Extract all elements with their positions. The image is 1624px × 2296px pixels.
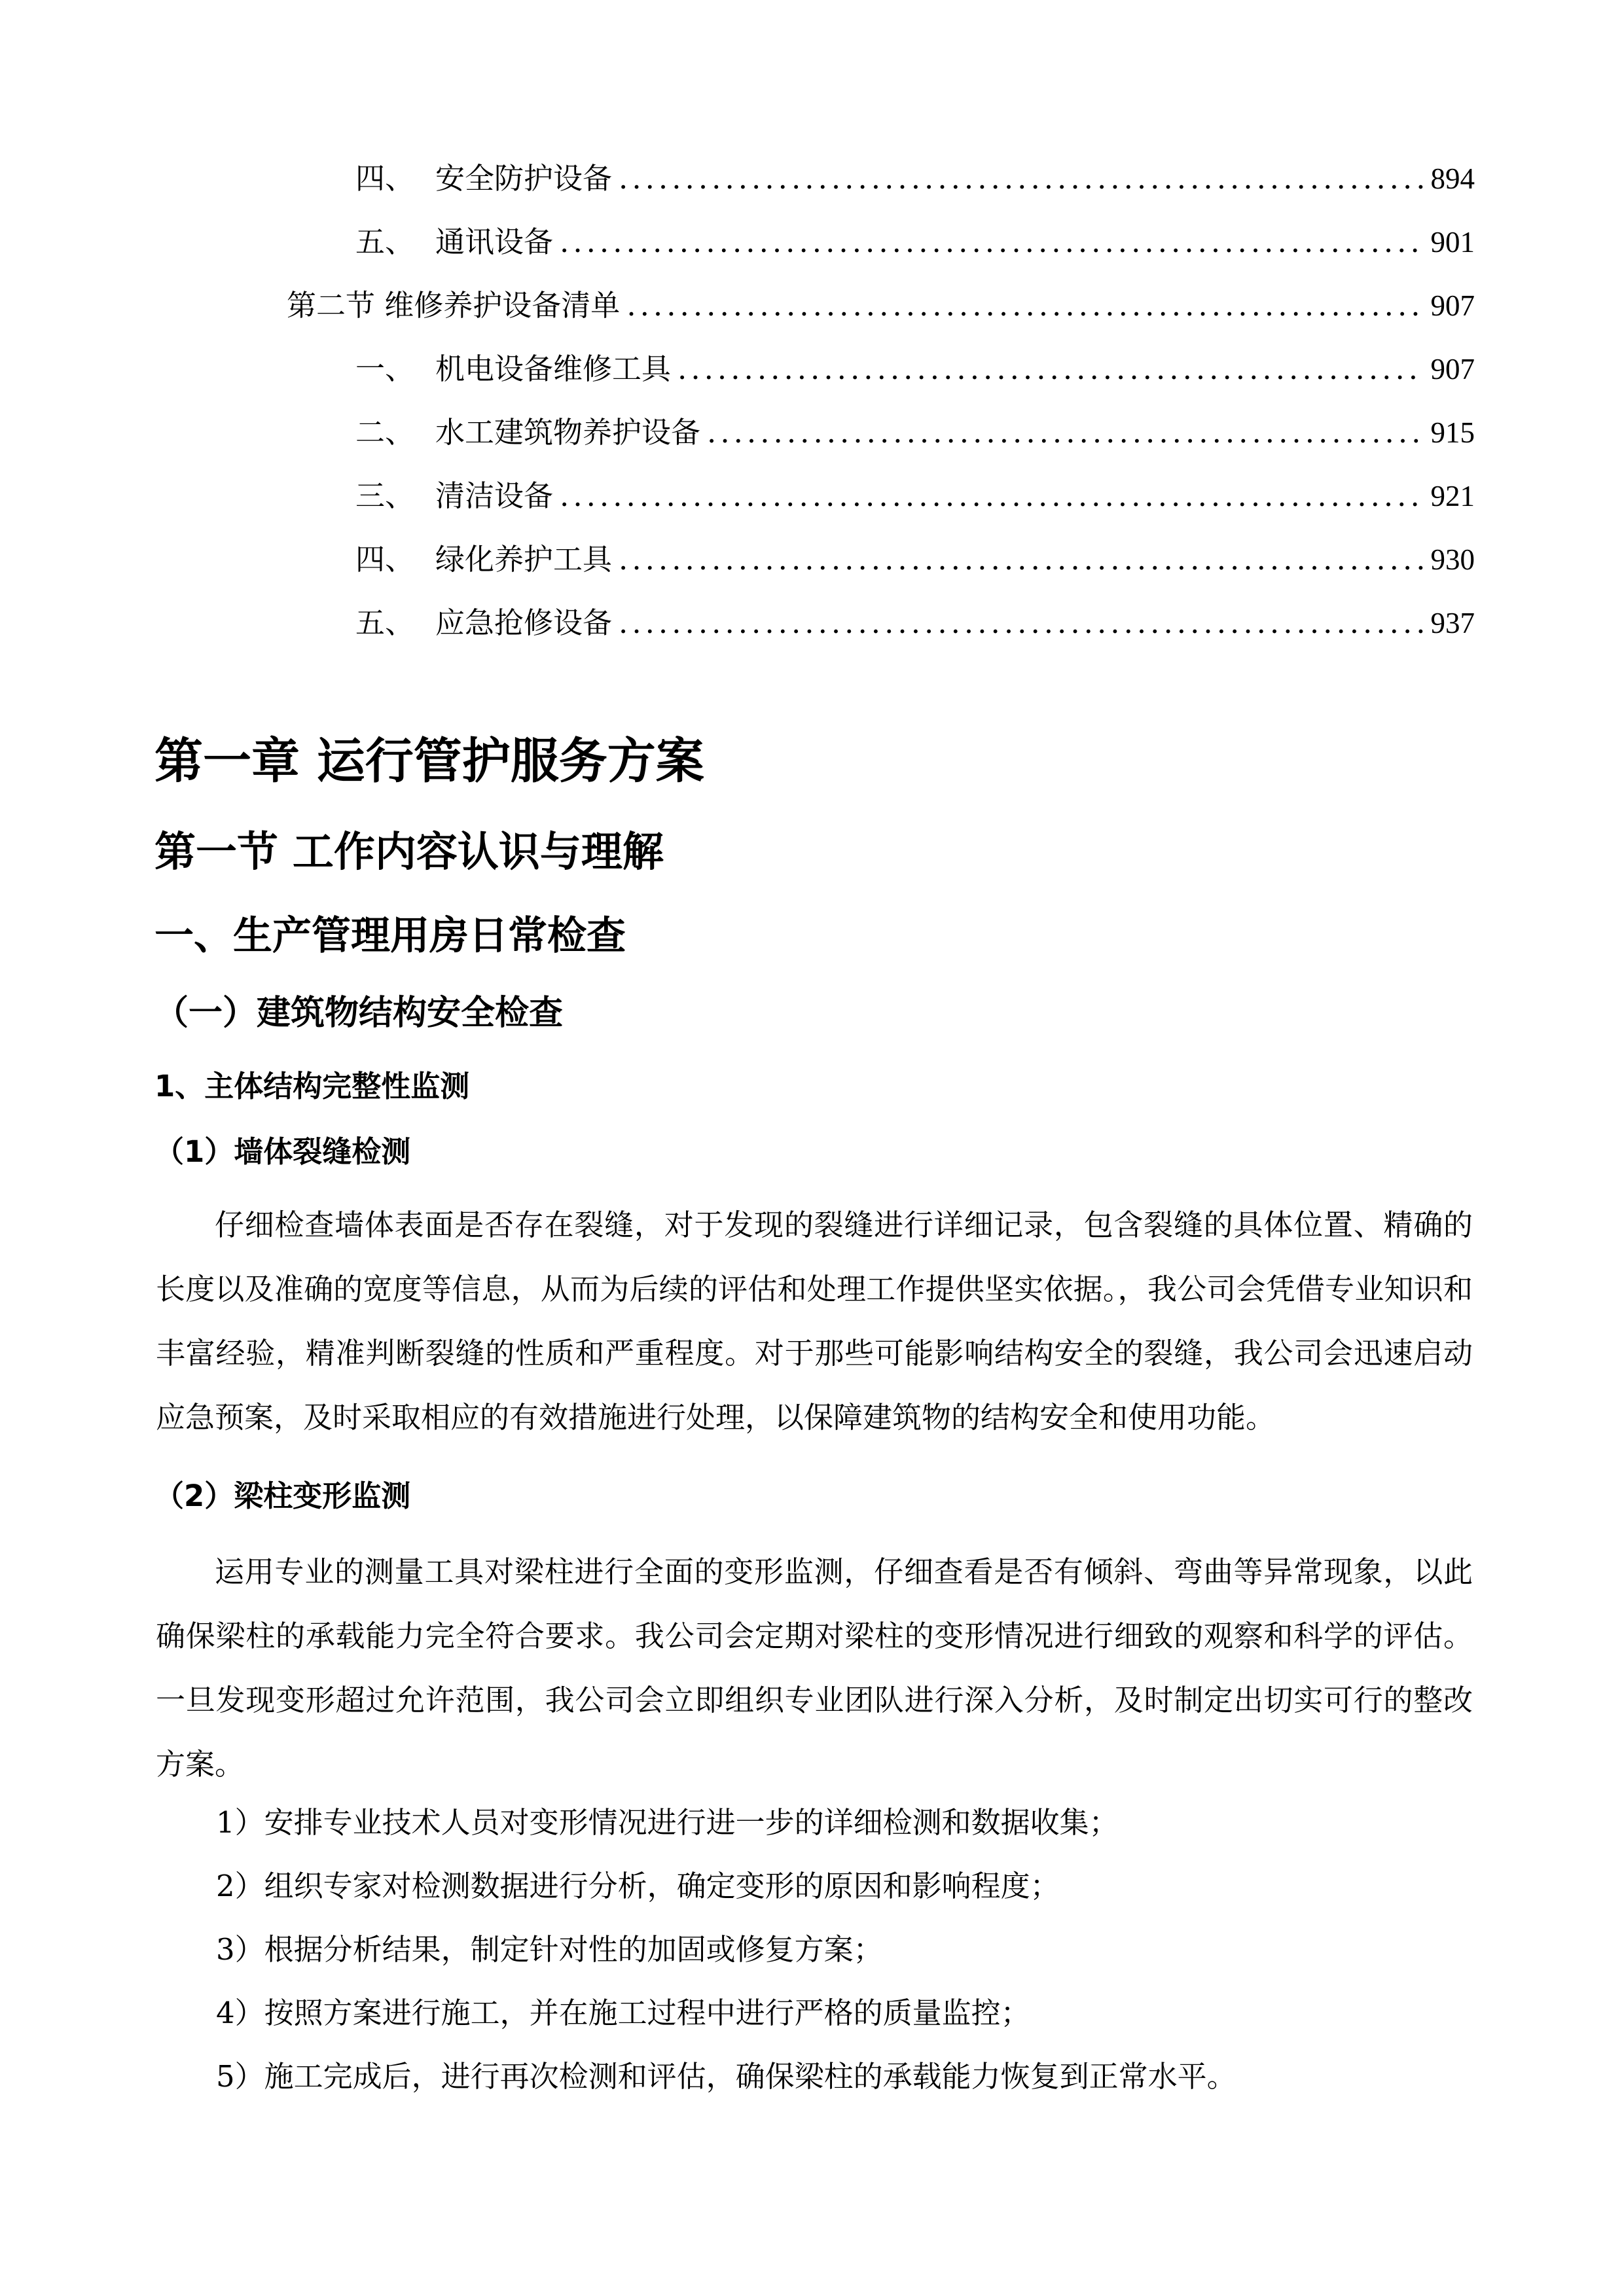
list-item: 2）组织专家对检测数据进行分析，确定变形的原因和影响程度；	[216, 1869, 1060, 1903]
toc-entry[interactable]	[355, 540, 1475, 579]
toc-leader-dots	[619, 540, 1422, 579]
body-paragraph-beam-deformation: 运用专业的测量工具对梁柱进行全面的变形监测，仔细查看是否有倾斜、弯曲等异常现象，以此确保梁柱的承载能力完全符合要求。我公司会定期对梁柱的变形情况进行细致的观察和科学的评估。一旦发现变形超过允许范围，我公司会立即组织专业团队进行深入分析，及时制定出切实可行的整改方案。	[156, 1554, 1473, 1782]
sub-item-heading-wall-cracks: （1）墙体裂缝检测	[154, 1134, 411, 1169]
body-paragraph-wall-cracks: 仔细检查墙体表面是否存在裂缝，对于发现的裂缝进行详细记录，包含裂缝的具体位置、精确的长度以及准确的宽度等信息，从而为后续的评估和处理工作提供坚实依据。，我公司会凭借专业知识和丰富经验，精准判断裂缝的性质和严重程度。对于那些可能影响结构安全的裂缝，我公司会迅速启动应急预案，及时采取相应的有效措施进行处理，以保障建筑物的结构安全和使用功能。	[156, 1208, 1473, 1435]
toc-entry-title: 机电设备维修工具	[435, 351, 672, 386]
toc-entry[interactable]	[355, 223, 1475, 262]
toc-entry-page: 921	[1430, 480, 1475, 512]
toc-entry-page: 915	[1430, 416, 1475, 449]
section-title: 第一节 工作内容认识与理解	[154, 828, 664, 876]
toc-entry-title: 通讯设备	[435, 224, 554, 259]
toc-entry-title: 清洁设备	[435, 478, 554, 513]
toc-entry-title: 第二节 维修养护设备清单	[287, 288, 621, 323]
toc-entry-page: 930	[1430, 543, 1475, 576]
toc-entry[interactable]	[355, 603, 1475, 643]
toc-entry-page: 907	[1430, 353, 1475, 386]
toc-leader-dots	[626, 286, 1422, 325]
toc-entry-page: 901	[1430, 226, 1475, 259]
toc-entry-title: 水工建筑物养护设备	[435, 415, 701, 450]
toc-leader-dots	[619, 159, 1422, 198]
list-item: 3）根据分析结果，制定针对性的加固或修复方案；	[216, 1932, 883, 1967]
toc-entry[interactable]	[355, 350, 1475, 389]
sub-item-heading-beam-deformation: （2）梁柱变形监测	[154, 1479, 411, 1513]
toc-entry-page: 937	[1430, 607, 1475, 639]
toc-entry-number: 一、	[355, 351, 415, 386]
toc-leader-dots	[619, 603, 1422, 643]
subsubsection-title: （一）建筑物结构安全检查	[154, 994, 564, 1033]
toc-entry[interactable]	[355, 159, 1475, 198]
list-item: 1）安排专业技术人员对变形情况进行进一步的详细检测和数据收集；	[216, 1805, 1119, 1840]
toc-entry-number: 四、	[355, 542, 415, 577]
subsection-title: 一、生产管理用房日常检查	[154, 913, 626, 959]
toc-leader-dots	[560, 476, 1422, 516]
chapter-title: 第一章 运行管护服务方案	[154, 733, 704, 789]
list-item: 5）施工完成后，进行再次检测和评估，确保梁柱的承载能力恢复到正常水平。	[216, 2059, 1236, 2094]
toc-entry-title: 绿化养护工具	[435, 542, 613, 577]
toc-leader-dots	[677, 350, 1422, 389]
toc-leader-dots	[707, 413, 1422, 452]
toc-entry-number: 四、	[355, 161, 415, 196]
toc-entry-number: 三、	[355, 478, 415, 513]
toc-leader-dots	[560, 223, 1422, 262]
toc-entry-page: 907	[1430, 289, 1475, 322]
toc-entry-title: 应急抢修设备	[435, 605, 613, 640]
toc-entry-number: 二、	[355, 415, 415, 450]
toc-entry-number: 五、	[355, 605, 415, 640]
toc-entry-number: 五、	[355, 224, 415, 259]
item-heading: 1、主体结构完整性监测	[154, 1069, 470, 1103]
toc-entry-page: 894	[1430, 162, 1475, 195]
toc-entry[interactable]	[355, 413, 1475, 452]
toc-entry[interactable]	[355, 476, 1475, 516]
toc-entry-title: 安全防护设备	[435, 161, 613, 196]
list-item: 4）按照方案进行施工，并在施工过程中进行严格的质量监控；	[216, 1996, 1030, 2030]
toc-entry-section[interactable]	[287, 286, 1475, 325]
